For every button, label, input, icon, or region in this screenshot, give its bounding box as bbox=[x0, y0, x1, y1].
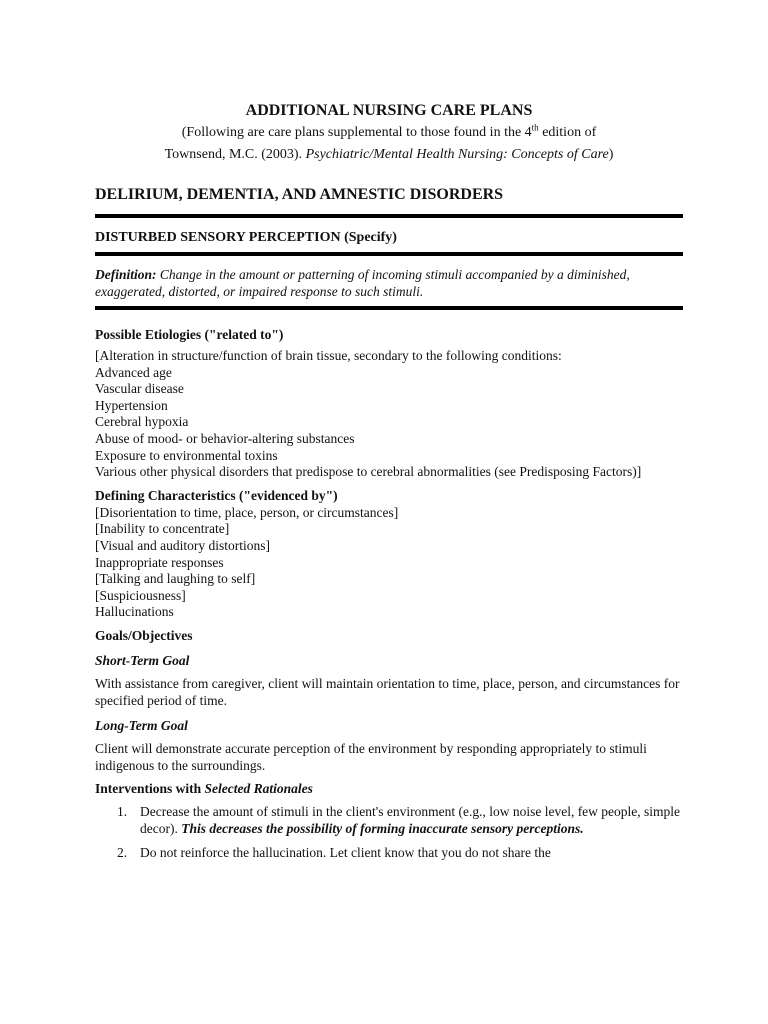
short-term-goal-text: With assistance from caregiver, client will maintain orientation to time, place, person, and circumstances for specified period of time. bbox=[95, 675, 680, 708]
intervention-number: 2. bbox=[117, 844, 128, 860]
list-item: [Suspiciousness] bbox=[95, 587, 186, 603]
interventions-list bbox=[95, 803, 683, 861]
subtitle-line2-prefix: Townsend, M.C. (2003). bbox=[164, 147, 306, 162]
subtitle-line1-suffix: edition of bbox=[538, 125, 597, 140]
list-item: [Inability to concentrate] bbox=[95, 521, 230, 537]
intervention-text: Do not reinforce the hallucination. Let client know that you do not share the bbox=[140, 844, 551, 860]
intervention-rationale: This decreases the possibility of forming inaccurate sensory perceptions. bbox=[181, 820, 584, 836]
goals-heading: Goals/Objectives bbox=[95, 627, 193, 643]
diagnosis-title: DISTURBED SENSORY PERCEPTION (Specify) bbox=[95, 230, 397, 245]
list-item: [Alteration in structure/function of brain tissue, secondary to the following conditions: bbox=[95, 348, 562, 363]
document-content bbox=[95, 100, 683, 868]
intervention-text: Decrease the amount of stimuli in the client's environment (e.g., low noise level, few people, simple decor). bbox=[140, 803, 681, 836]
section-title: DELIRIUM, DEMENTIA, AND AMNESTIC DISORDERS bbox=[95, 186, 504, 203]
section-divider bbox=[95, 214, 683, 218]
subtitle-superscript: th bbox=[531, 122, 539, 133]
list-item: [Talking and laughing to self] bbox=[95, 571, 256, 587]
list-item: Hypertension bbox=[95, 397, 168, 413]
characteristics-list bbox=[95, 505, 683, 621]
interventions-heading-italic: Selected Rationales bbox=[204, 780, 313, 796]
subtitle-line2-suffix: ) bbox=[608, 147, 614, 162]
definition-text: Change in the amount or patterning of incoming stimuli accompanied by a diminished, exaggerated, distorted, or impaired response to such stimuli. bbox=[95, 267, 630, 299]
book-title: Psychiatric/Mental Health Nursing: Concepts of Care bbox=[305, 147, 609, 162]
intervention-item bbox=[95, 844, 683, 861]
intervention-number: 1. bbox=[117, 803, 128, 819]
etiologies-heading: Possible Etiologies ("related to") bbox=[95, 327, 284, 342]
document-title: ADDITIONAL NURSING CARE PLANS bbox=[245, 102, 533, 119]
subtitle-line-1 bbox=[95, 122, 683, 144]
list-item: [Disorientation to time, place, person, or circumstances] bbox=[95, 504, 399, 520]
intervention-item bbox=[95, 803, 683, 837]
list-item: Abuse of mood- or behavior-altering substances bbox=[95, 430, 355, 446]
document-subtitle bbox=[95, 122, 683, 166]
diagnosis-divider-top bbox=[95, 252, 683, 256]
long-term-goal-text: Client will demonstrate accurate perception of the environment by responding appropriately to stimuli indigenous to the surroundings. bbox=[95, 740, 647, 773]
list-item: Exposure to environmental toxins bbox=[95, 447, 278, 463]
interventions-heading bbox=[95, 780, 683, 797]
list-item: Hallucinations bbox=[95, 604, 174, 620]
definition bbox=[95, 266, 683, 300]
list-item: Advanced age bbox=[95, 364, 172, 380]
characteristics-heading: Defining Characteristics ("evidenced by") bbox=[95, 487, 338, 503]
subtitle-line1-prefix: (Following are care plans supplemental to those found in the 4 bbox=[181, 125, 532, 140]
diagnosis-divider-bottom bbox=[95, 306, 683, 310]
list-item: Various other physical disorders that predispose to cerebral abnormalities (see Predisposing Factors)] bbox=[95, 464, 642, 480]
long-term-goal-heading: Long-Term Goal bbox=[95, 717, 188, 733]
list-item: [Visual and auditory distortions] bbox=[95, 537, 271, 553]
list-item: Cerebral hypoxia bbox=[95, 414, 189, 430]
definition-label: Definition: bbox=[95, 267, 157, 282]
short-term-goal-heading: Short-Term Goal bbox=[95, 652, 190, 668]
list-item: Vascular disease bbox=[95, 381, 184, 397]
interventions-heading-prefix: Interventions with bbox=[95, 780, 205, 796]
subtitle-line-2 bbox=[95, 144, 683, 166]
etiologies-list bbox=[95, 348, 683, 481]
list-item: Inappropriate responses bbox=[95, 554, 224, 570]
